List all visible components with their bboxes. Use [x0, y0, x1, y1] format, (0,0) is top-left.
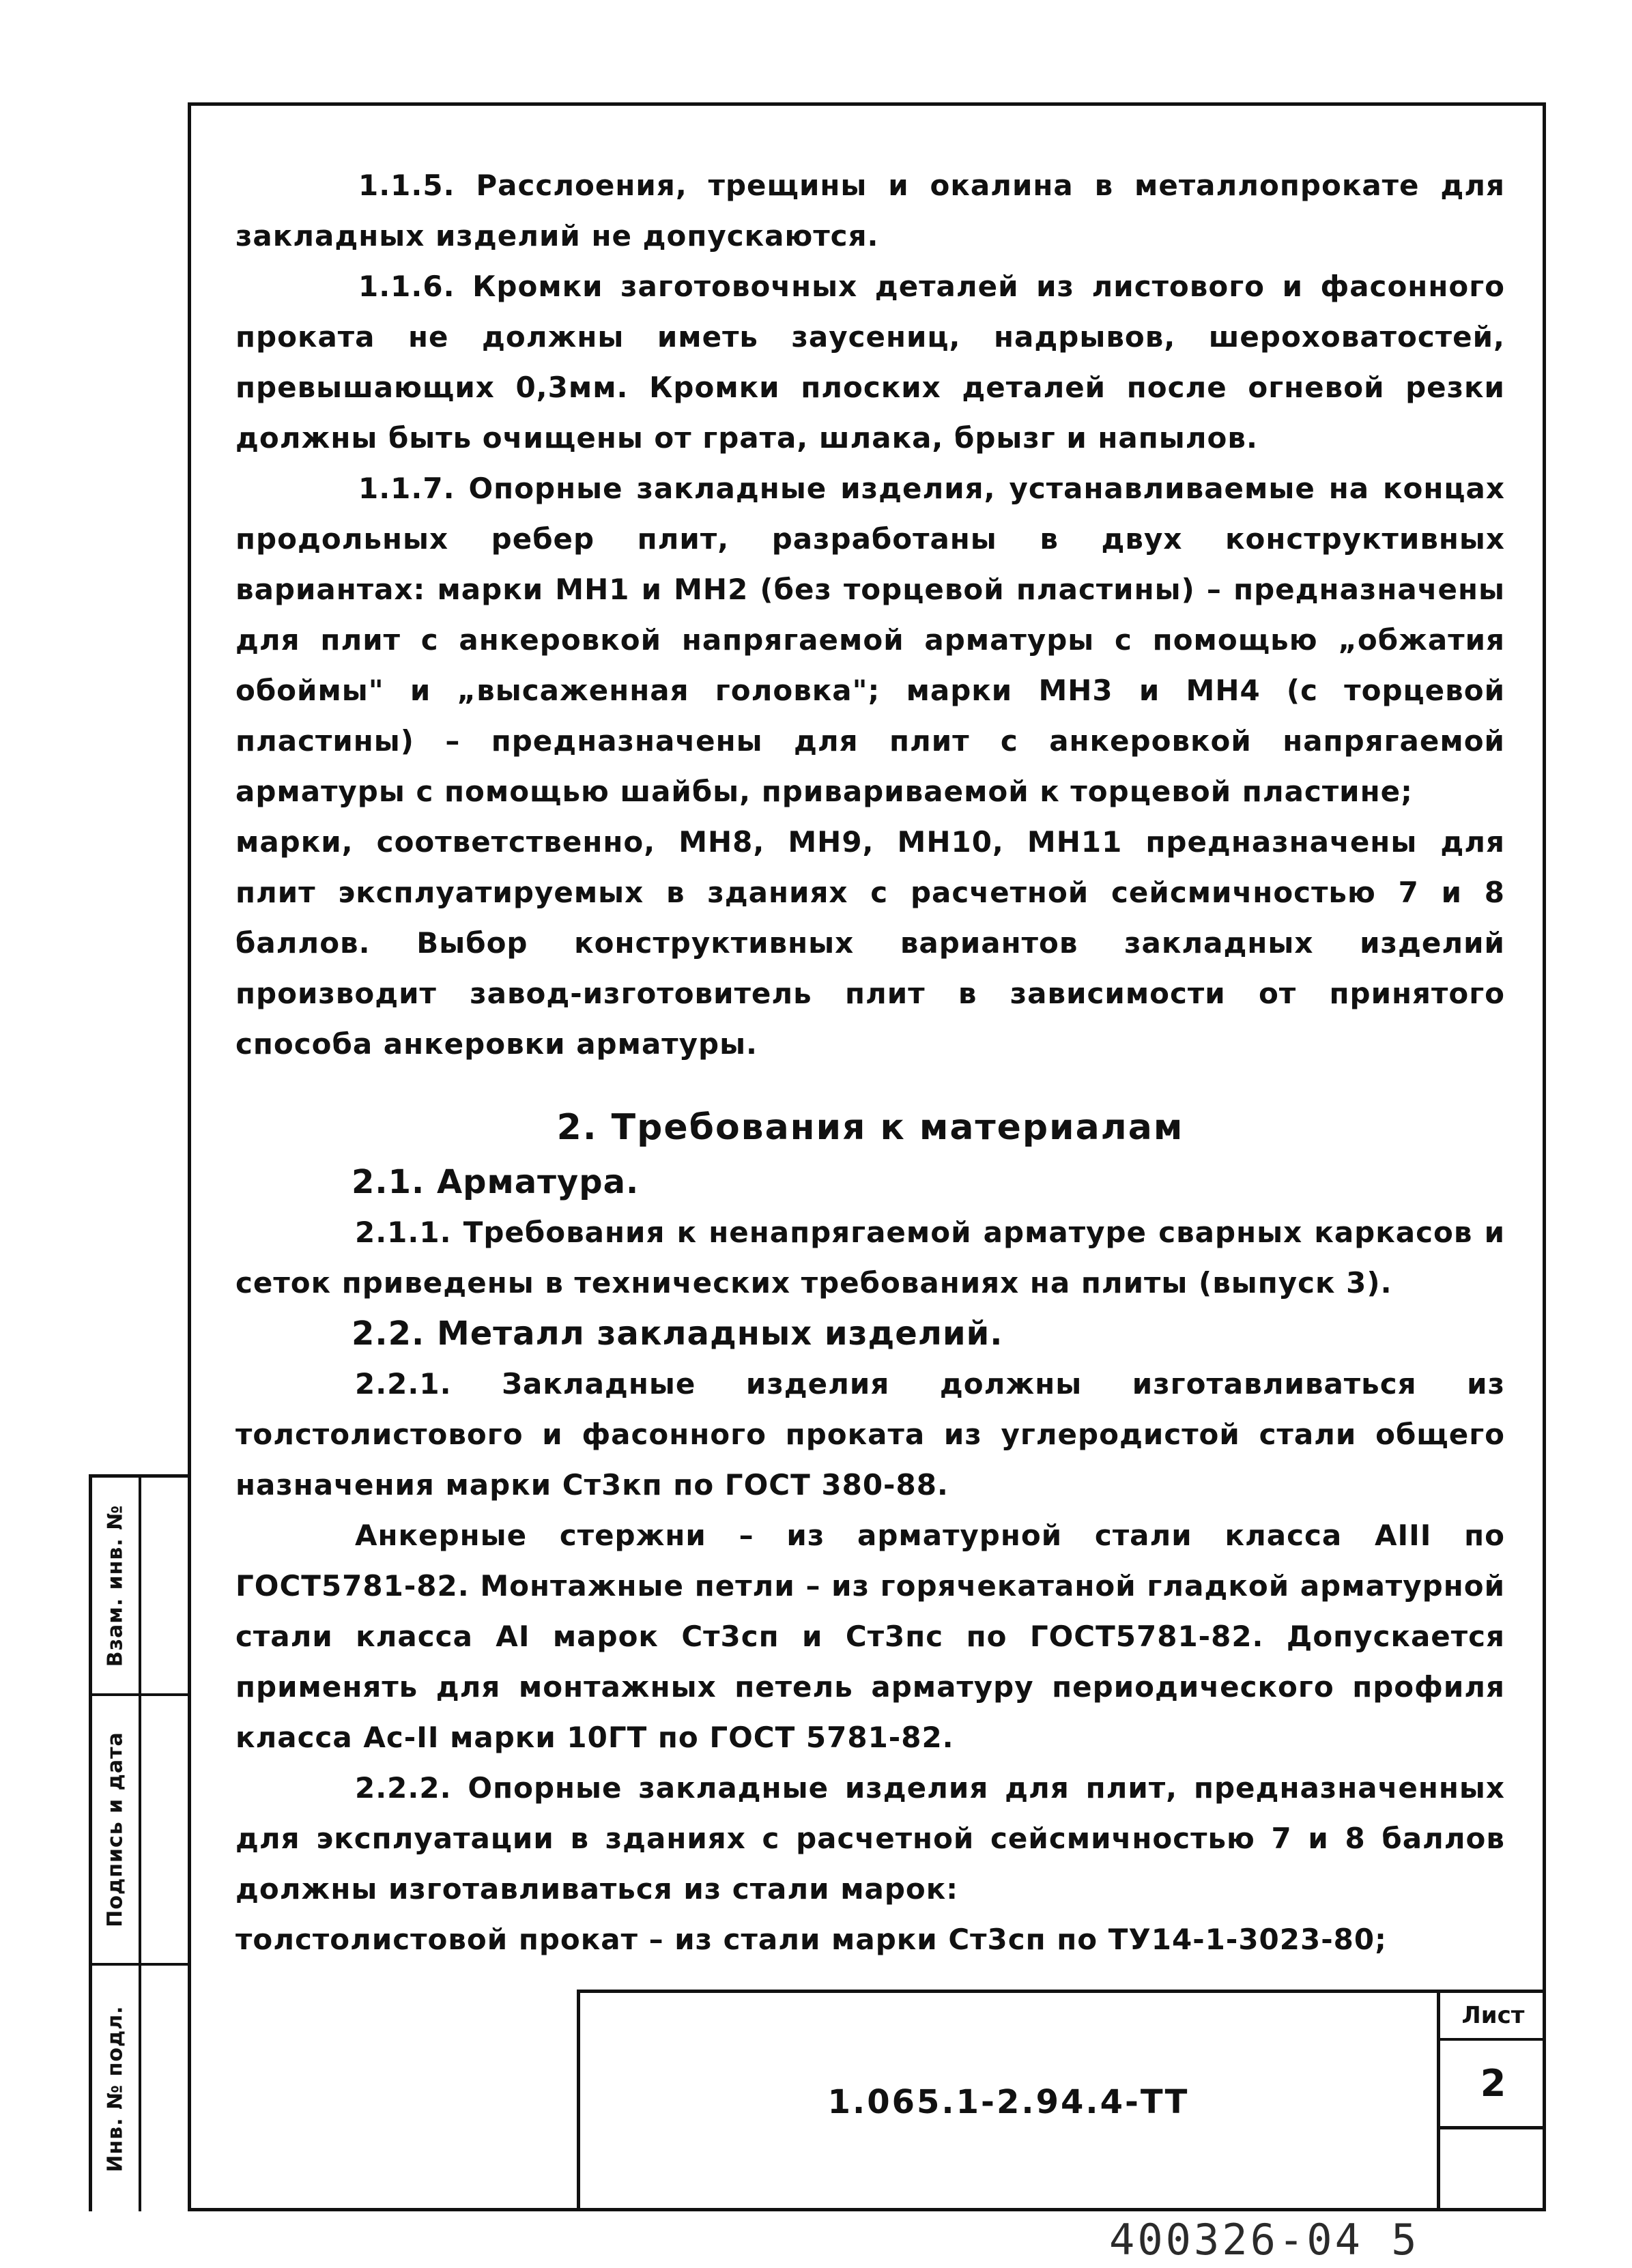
- side-cell-podpis: [92, 1696, 139, 1966]
- side-label-vzam: Взам. инв. №: [103, 1504, 128, 1667]
- document-code: 1.065.1-2.94.4-ТТ: [580, 1993, 1440, 2211]
- paragraph-2-2-2: 2.2.2. Опорные закладные изделия для плит, предназначенных для эксплуатации в зданиях с расчетной сейсмичностью 7 и 8 баллов должны изготавливаться из стали марок:: [235, 1771, 1505, 1906]
- side-label-inv: Инв. № подл.: [103, 2005, 128, 2172]
- paragraph-1-1-7-continued: марки, соответственно, МН8, МН9, МН10, МН11 предназначены для плит эксплуатируемых в зданиях с расчетной сейсмичностью 7 и 8 баллов. Выбор конструктивных вариантов закладных изделий производит завод-изготовитель плит в зависимости от принятого способа анкеровки арматуры.: [235, 825, 1505, 1061]
- subsection-2-1: 2.1. Арматура.: [352, 1163, 640, 1201]
- side-stamp: [89, 1474, 188, 2211]
- paragraph-plate-steel: толстолистовой прокат – из стали марки Ст3сп по ТУ14-1-3023-80;: [235, 1923, 1387, 1956]
- side-value-vzam: [141, 1478, 188, 1696]
- archive-number: 400326-04 5: [1109, 2215, 1420, 2265]
- side-stamp-values: [141, 1478, 190, 2211]
- side-value-podpis: [141, 1696, 188, 1966]
- side-cell-vzam: [92, 1478, 139, 1696]
- subsection-2-2: 2.2. Металл закладных изделий.: [352, 1315, 1003, 1353]
- side-stamp-labels: [92, 1478, 141, 2211]
- paragraph-1-1-7: 1.1.7. Опорные закладные изделия, устанавливаемые на концах продольных ребер плит, разработаны в двух конструктивных вариантах: марки МН1 и МН2 (без торцевой пластины) – предназначены для плит с анкеровкой напрягаемой арматуры с помощью „обжатия обоймы" и „высаженная головка"; марки МН3 и МН4 (с торцевой пластины) – предназначены для плит с анкеровкой напрягаемой арматуры с помощью шайбы, привариваемой к торцевой пластине;: [235, 472, 1505, 808]
- sheet-number: 2: [1440, 2041, 1546, 2129]
- paragraph-2-1-1: 2.1.1. Требования к ненапрягаемой арматуре сварных каркасов и сеток приведены в технических требованиях на плиты (выпуск 3).: [235, 1216, 1505, 1300]
- side-label-podpis: Подпись и дата: [103, 1732, 128, 1927]
- paragraph-anchors: Анкерные стержни – из арматурной стали класса АIII по ГОСТ5781-82. Монтажные петли – из горячекатаной гладкой арматурной стали класса АI марок Ст3сп и Ст3пс по ГОСТ5781-82. Допускается применять для монтажных петель арматуру периодического профиля класса Ас-II марки 10ГТ по ГОСТ 5781-82.: [235, 1519, 1505, 1754]
- section-heading: 2. Требования к материалам: [556, 1107, 1184, 1148]
- side-cell-inv: [92, 1966, 139, 2211]
- paragraph-2-2-1: 2.2.1. Закладные изделия должны изготавливаться из толстолистового и фасонного проката из углеродистой стали общего назначения марки Ст3кп по ГОСТ 380-88.: [235, 1367, 1505, 1502]
- paragraph-1-1-5: 1.1.5. Расслоения, трещины и окалина в металлопрокате для закладных изделий не допускаются.: [235, 169, 1505, 253]
- paragraph-1-1-6: 1.1.6. Кромки заготовочных деталей из листового и фасонного проката не должны иметь заусениц, надрывов, шероховатостей, превышающих 0,3мм. Кромки плоских деталей после огневой резки должны быть очищены от грата, шлака, брызг и напылов.: [235, 270, 1505, 455]
- title-block: [577, 1990, 1546, 2211]
- sheet-label: Лист: [1440, 1993, 1546, 2041]
- document-body: [235, 160, 1505, 1965]
